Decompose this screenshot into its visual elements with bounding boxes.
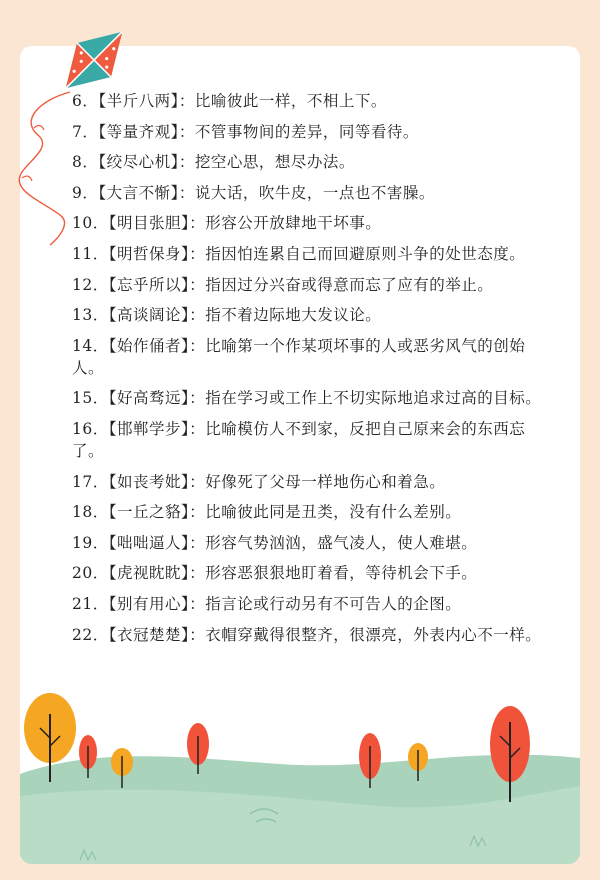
list-item: 11．【明哲保身】：指因怕连累自己而回避原则斗争的处世态度。	[72, 244, 526, 263]
list-item: 15．【好高骛远】：指在学习或工作上不切实际地追求过高的目标。	[72, 389, 542, 408]
list-item: 6．【半斤八两】：比喻彼此一样，不相上下。	[72, 92, 387, 110]
list-item: 18．【一丘之貉】：比喻彼此同是丑类，没有什么差别。	[72, 503, 462, 522]
list-item: 16．【邯郸学步】：比喻模仿人不到家，反把自己原来会的东西忘了。	[72, 419, 526, 460]
list-item: 14．【始作俑者】：比喻第一个作某项坏事的人或恶劣风气的创始人。	[72, 336, 526, 377]
kite-icon	[0, 0, 140, 260]
list-item: 21．【别有用心】：指言论或行动另有不可告人的企图。	[72, 594, 462, 613]
list-item: 19．【咄咄逼人】：形容气势汹汹，盛气凌人，使人难堪。	[72, 533, 478, 552]
list-item: 12．【忘乎所以】：指因过分兴奋或得意而忘了应有的举止。	[72, 275, 494, 294]
list-item: 20．【虎视眈眈】：形容恶狠狠地盯着看，等待机会下手。	[72, 564, 478, 583]
list-item: 22．【衣冠楚楚】：衣帽穿戴得很整齐，很漂亮，外表内心不一样。	[72, 625, 542, 644]
list-item: 13．【高谈阔论】：指不着边际地大发议论。	[72, 306, 382, 325]
hill-landscape	[20, 646, 580, 864]
idiom-list	[72, 90, 542, 654]
list-item: 9．【大言不惭】：说大话，吹牛皮，一点也不害臊。	[72, 183, 435, 202]
list-item: 17．【如丧考妣】：好像死了父母一样地伤心和着急。	[72, 472, 446, 491]
list-item: 10．【明目张胆】：形容公开放肆地干坏事。	[72, 214, 382, 233]
list-item: 8．【绞尽心机】：挖空心思，想尽办法。	[72, 153, 355, 172]
list-item: 7．【等量齐观】：不管事物间的差异，同等看待。	[72, 122, 419, 141]
